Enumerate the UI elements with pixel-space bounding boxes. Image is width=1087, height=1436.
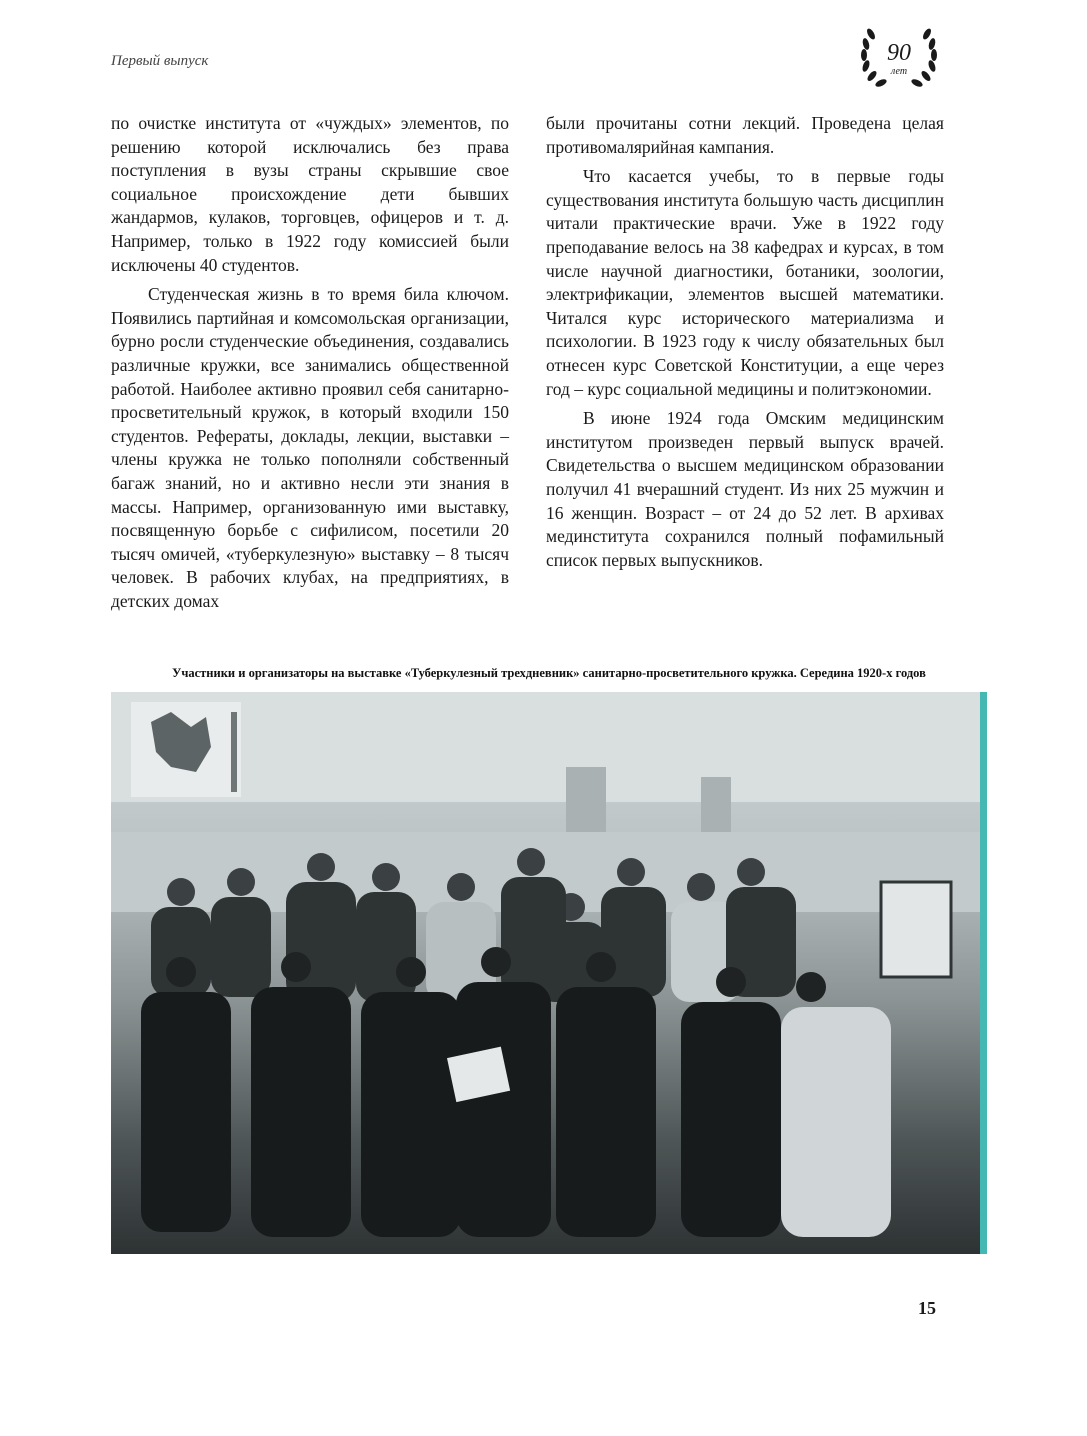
paragraph: по очистке института от «чуждых» элементов, по решению которой исключались без права поступления в вузы страны скрывшие свое социальное происхождение дети бывших жандармов, кулаков, торговцев, офицеров и т. д. Например, только в 1922 году комиссией были исключены 40 студентов. [111, 113, 509, 275]
photo-caption: Участники и организаторы на выставке «Туберкулезный трехдневник» санитарно-просветительного кружка. Середина 1920-х годов [172, 666, 926, 680]
paragraph: Студенческая жизнь в то время била ключом. Появились партийная и комсомольская организации, бурно росли студенческие объединения, создавались различные кружки, все занимались общественной работой. Наиболее активно проявил себя санитарно-просветительный кружок, в который входили 150 студентов. Рефераты, доклады, лекции, выставки – члены кружка не только пополняли собственный багаж знаний, но и активно несли эти знания в массы. Например, организованную ими выставку, посвященную борьбе с сифилисом, посетили 20 тысяч омичей, «туберкулезную» выставку – 8 тысяч человек. В рабочих клубах, на предприятиях, в детских домах [111, 284, 509, 611]
emblem-number: 90 [887, 40, 911, 66]
group-photo [111, 692, 980, 1254]
right-column [546, 112, 944, 572]
paragraph: были прочитаны сотни лекций. Проведена целая противомалярийная кампания. [546, 113, 944, 157]
laurel-wreath-icon [857, 22, 941, 92]
paragraph: В июне 1924 года Омским медицинским институтом произведен первый выпуск врачей. Свидетельства о высшем медицинском образовании получил 41 вчерашний студент. Из них 25 мужчин и 16 женщин. Возраст – от 24 до 52 лет. В архивах мединститута сохранился полный пофамильный список первых выпускников. [546, 408, 944, 570]
accent-bar [980, 692, 987, 1254]
left-column [111, 112, 509, 613]
running-title: Первый выпуск [111, 53, 209, 69]
page-number: 15 [918, 1298, 936, 1318]
emblem-text: лет [890, 66, 908, 77]
paragraph: Что касается учебы, то в первые годы существования института большую часть дисциплин читали практические врачи. Уже в 1922 году преподавание велось на 38 кафедрах и курсах, в том числе научной диагностики, ботаники, зоологии, электрификации, элементов высшей математики. Читался курс исторического материализма и психологии. В 1923 году к числу обязательных был отнесен курс Советской Конституции, а еще через год – курс социальной медицины и политэкономии. [546, 166, 944, 399]
